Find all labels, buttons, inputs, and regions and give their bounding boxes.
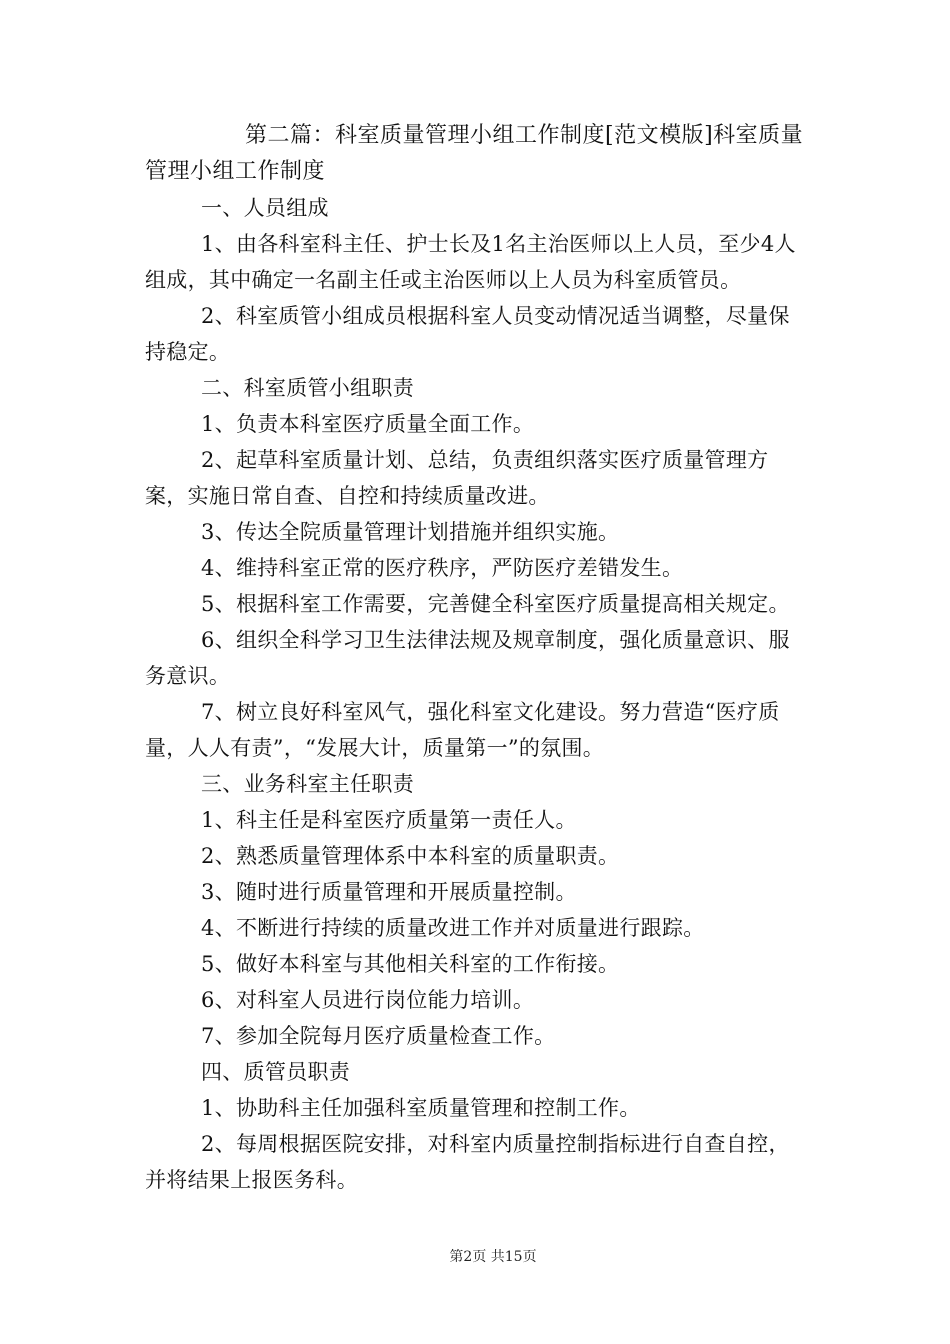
paragraph: 6、对科室人员进行岗位能力培训。: [201, 988, 535, 1012]
paragraph: 1、科主任是科室医疗质量第一责任人。: [201, 808, 577, 832]
current-page-number: 2: [463, 1249, 473, 1265]
paragraph: 5、根据科室工作需要，完善健全科室医疗质量提高相关规定。: [201, 592, 790, 616]
document-title: 第二篇：科室质量管理小组工作制度[范文模版]科室质量管理小组工作制度: [145, 123, 804, 184]
paragraph: 7、参加全院每月医疗质量检查工作。: [201, 1024, 556, 1048]
footer-middle: 页 共: [472, 1249, 505, 1265]
section-heading: 一、人员组成: [201, 196, 329, 220]
paragraph: 1、负责本科室医疗质量全面工作。: [201, 412, 535, 436]
paragraph: 2、每周根据医院安排，对科室内质量控制指标进行自查自控，并将结果上报医务科。: [145, 1132, 790, 1192]
paragraph: 7、树立良好科室风气，强化科室文化建设。努力营造“医疗质量，人人有责”，“发展大计，质量第一”的氛围。: [145, 700, 780, 760]
paragraph: 1、协助科主任加强科室质量管理和控制工作。: [201, 1096, 641, 1120]
section-heading: 四、质管员职责: [201, 1060, 351, 1084]
section-heading: 二、科室质管小组职责: [201, 376, 414, 400]
paragraph: 2、科室质管小组成员根据科室人员变动情况适当调整，尽量保持稳定。: [145, 304, 790, 364]
total-pages-number: 15: [504, 1249, 523, 1265]
paragraph: 3、随时进行质量管理和开展质量控制。: [201, 880, 577, 904]
footer-prefix: 第: [449, 1249, 464, 1265]
paragraph: 5、做好本科室与其他相关科室的工作衔接。: [201, 952, 620, 976]
page-footer: [0, 1246, 950, 1266]
paragraph: 3、传达全院质量管理计划措施并组织实施。: [201, 520, 620, 544]
paragraph: 2、熟悉质量管理体系中本科室的质量职责。: [201, 844, 620, 868]
paragraph: 6、组织全科学习卫生法律法规及规章制度，强化质量意识、服务意识。: [145, 628, 790, 688]
section-heading: 三、业务科室主任职责: [201, 772, 414, 796]
paragraph: 4、维持科室正常的医疗秩序，严防医疗差错发生。: [201, 556, 684, 580]
document-body: [145, 118, 809, 1198]
paragraph: 1、由各科室科主任、护士长及1名主治医师以上人员，至少4人组成，其中确定一名副主任或主治医师以上人员为科室质管员。: [145, 232, 796, 292]
paragraph: 2、起草科室质量计划、总结，负责组织落实医疗质量管理方案，实施日常自查、自控和持续质量改进。: [145, 448, 769, 508]
paragraph: 4、不断进行持续的质量改进工作并对质量进行跟踪。: [201, 916, 705, 940]
footer-suffix: 页: [522, 1249, 537, 1265]
